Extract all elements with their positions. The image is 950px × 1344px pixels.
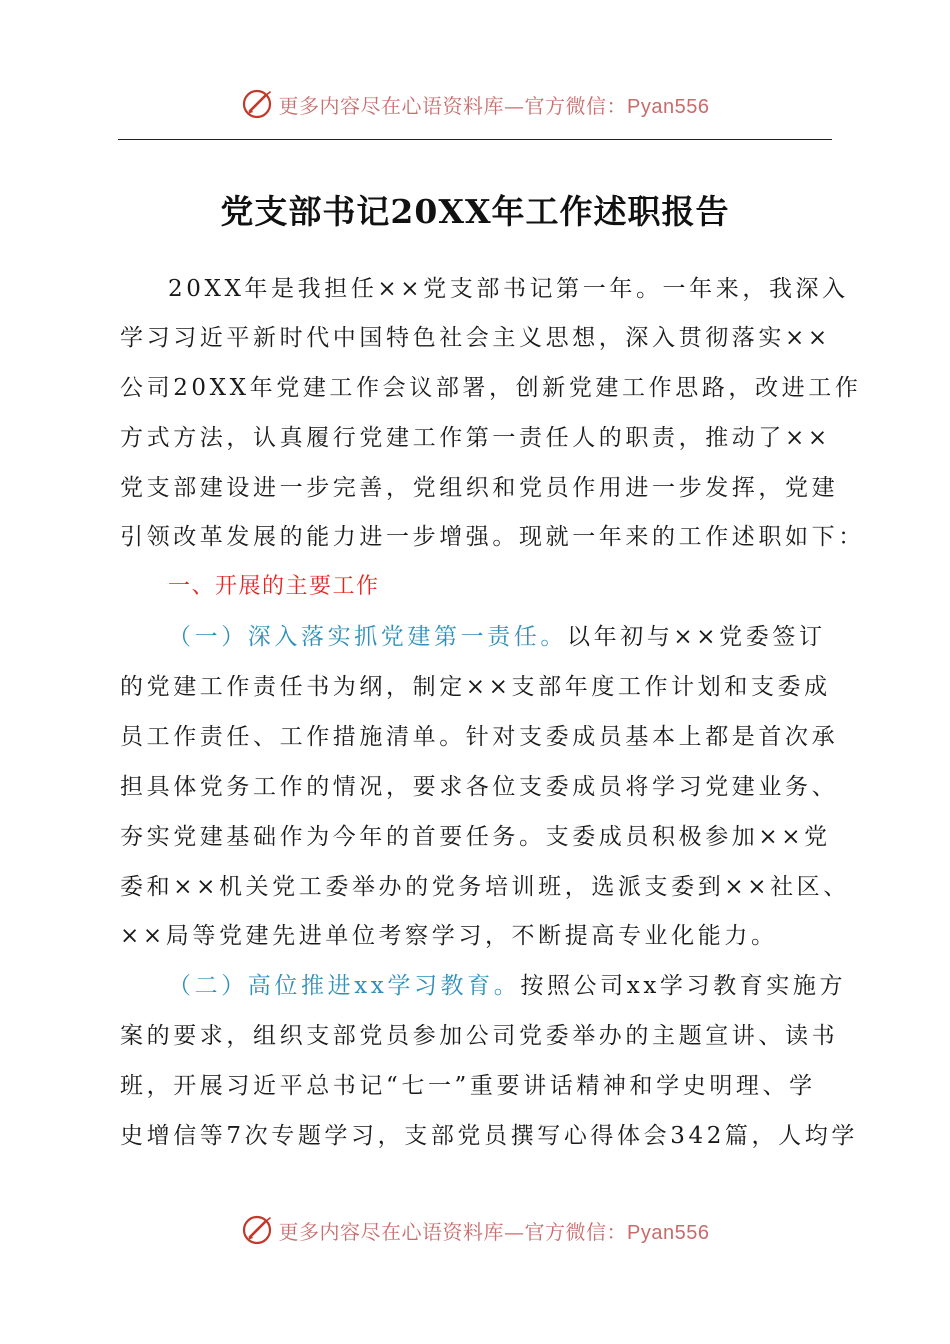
banner-text <box>279 90 710 119</box>
banner-cn: 更多内容尽在心语资料库—官方微信： <box>278 93 628 118</box>
section-heading: 一、开展的主要工作 <box>168 574 380 599</box>
pen-logo-icon <box>241 1213 275 1247</box>
intro-line-1: 20XX年是我担任××党支部书记第一年。一年来，我深入 <box>168 276 849 302</box>
subsection-2-line-2: 案的要求，组织支部党员参加公司党委举办的主题宣讲、读书 <box>120 1023 839 1049</box>
subsection-2-first-text: 按照公司xx学习教育实施方 <box>520 973 847 999</box>
subsection-1-line-4: 担具体党务工作的情况，要求各位支委成员将学习党建业务、 <box>120 774 839 800</box>
footer-banner-wechat-id: Pyan556 <box>627 1221 710 1244</box>
subsection-1-first-text: 以年初与××党委签订 <box>567 624 826 650</box>
intro-line-5: 党支部建设进一步完善，党组织和党员作用进一步发挥，党建 <box>120 475 839 501</box>
intro-line-2: 学习习近平新时代中国特色社会主义思想，深入贯彻落实×× <box>120 325 831 351</box>
footer-banner-text <box>279 1216 710 1245</box>
subsection-1-first-line <box>168 622 826 652</box>
subsection-1-line-7: ××局等党建先进单位考察学习，不断提高专业化能力。 <box>120 923 778 949</box>
footer-banner-cn: 更多内容尽在心语资料库—官方微信： <box>278 1219 628 1244</box>
subsection-2-line-4: 史增信等7次专题学习，支部党员撰写心得体会342篇，人均学 <box>120 1123 858 1149</box>
subsection-1-heading: （一）深入落实抓党建第一责任。 <box>168 624 567 650</box>
subsection-2-heading: （二）高位推进xx学习教育。 <box>168 973 521 999</box>
subsection-1-line-6: 委和××机关党工委举办的党务培训班，选派支委到××社区、 <box>120 874 850 900</box>
banner-wechat-id: Pyan556 <box>627 95 710 118</box>
subsection-1-line-3: 员工作责任、工作措施清单。针对支委成员基本上都是首次承 <box>120 724 839 750</box>
footer-banner <box>0 1210 950 1250</box>
pen-logo-icon <box>241 87 275 121</box>
subsection-1-line-2: 的党建工作责任书为纲，制定××支部年度工作计划和支委成 <box>120 674 831 700</box>
document-title: 党支部书记20XX年工作述职报告 <box>220 192 730 231</box>
subsection-1-line-5: 夯实党建基础作为今年的首要任务。支委成员积极参加××党 <box>120 824 831 850</box>
intro-line-4: 方式方法，认真履行党建工作第一责任人的职责，推动了×× <box>120 425 831 451</box>
subsection-2-line-3: 班，开展习近平总书记“七一”重要讲话精神和学史明理、学 <box>120 1073 816 1099</box>
subsection-2-first-line <box>168 971 846 1001</box>
intro-line-3: 公司20XX年党建工作会议部署，创新党建工作思路，改进工作 <box>120 375 862 401</box>
header-divider <box>118 139 832 140</box>
header-banner <box>0 84 950 124</box>
intro-line-6: 引领改革发展的能力进一步增强。现就一年来的工作述职如下： <box>120 524 865 550</box>
